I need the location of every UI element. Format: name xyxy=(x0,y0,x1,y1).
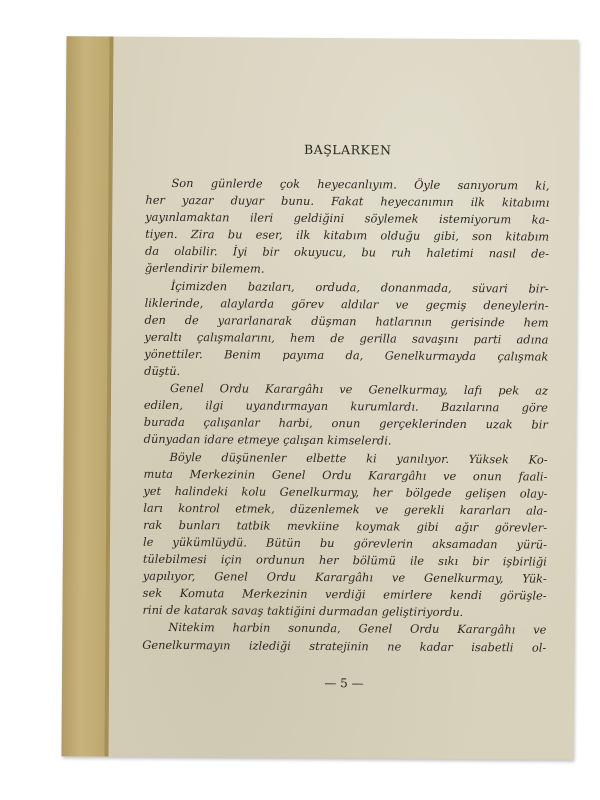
text-line: Nitekim harbin sonunda, Genel Ordu Karargâhı ve xyxy=(168,620,547,638)
text-line: düştü. xyxy=(144,363,181,379)
text-line: rak bunları tatbik mevkiine koymak gibi ağır görevler- xyxy=(143,517,548,535)
page-number: — 5 — xyxy=(324,676,364,691)
text-line: yönettiler. Benim payıma da, Genelkurmayda çalışmak xyxy=(144,346,549,364)
text-line: yet halindeki kolu Genelkurmay, her bölgede gelişen olay- xyxy=(143,483,548,501)
text-line: den de yararlanarak düşman hatlarının gerisinde hem xyxy=(144,312,549,330)
body-text xyxy=(142,175,549,656)
text-line: ları kontrol etmek, düzenlemek ve gerekli kararları ala- xyxy=(143,500,548,518)
text-line: İçimizden bazıları, orduda, donanmada, süvari bir- xyxy=(170,278,549,296)
text-line: Genel Ordu Karargâhı ve Genelkurmay, lafı pek az xyxy=(170,381,549,398)
chapter-heading: BAŞLARKEN xyxy=(303,141,392,158)
text-line: le yükümlüydü. Bütün bu görevlerin aksamadan yürü- xyxy=(142,534,548,552)
text-line: muta Merkezinin Genel Ordu Karargâhı ve onun faali- xyxy=(143,466,548,484)
text-line: da olabilir. İyi bir okuyucu, bu ruh haletimi nasıl de- xyxy=(144,244,550,261)
text-line: burada çalışanlar harbi, onun gerçeklerinden uzak bir xyxy=(143,415,548,432)
text-line: rini de katarak savaş taktiğini durmadan geliştiriyordu. xyxy=(142,603,464,620)
text-line: ğerlendirir bilemem. xyxy=(144,261,265,277)
text-line: tülebilmesi için ordunun her bölümü ile sıkı bir işbirliği xyxy=(142,551,547,569)
book-page xyxy=(61,36,578,760)
text-line: tiyen. Zira bu eser, ilk kitabım olduğu gibi, son kitabım xyxy=(145,227,550,244)
text-line: yeraltı çalışmalarını, hem de gerilla savaşını parti adına xyxy=(144,329,549,347)
text-line: edilen, ilgi uyandırmayan kurumlardı. Bazılarına göre xyxy=(143,397,548,415)
text-block xyxy=(142,37,551,691)
text-line: dünyadan idare etmeye çalışan kimselerdi. xyxy=(143,432,392,448)
text-line: Böyle düşünenler elbette ki yanılıyor. Yüksek Ko- xyxy=(169,449,548,467)
text-line: her yazar duyar bunu. Fakat heyecanımın ilk kitabımı xyxy=(145,192,550,210)
text-line: Son günlerde çok heyecanlıyım. Öyle sanıyorum ki, xyxy=(171,175,550,193)
text-line: yayınlamaktan ileri geldiğini söylemek istemiyorum ka- xyxy=(145,209,550,227)
text-line: liklerinde, alaylarda görev aldılar ve geçmiş deneylerin- xyxy=(144,295,549,313)
text-line: yapılıyor, Genel Ordu Karargâhı ve Genelkurmay, Yük- xyxy=(142,568,547,586)
text-line: sek Komuta Merkezinin verdiği emirlere kendi görüşle- xyxy=(142,586,547,603)
binding-tape xyxy=(61,36,113,756)
text-line: Genelkurmayın izlediği stratejinin ne kadar isabetli ol- xyxy=(142,637,547,655)
